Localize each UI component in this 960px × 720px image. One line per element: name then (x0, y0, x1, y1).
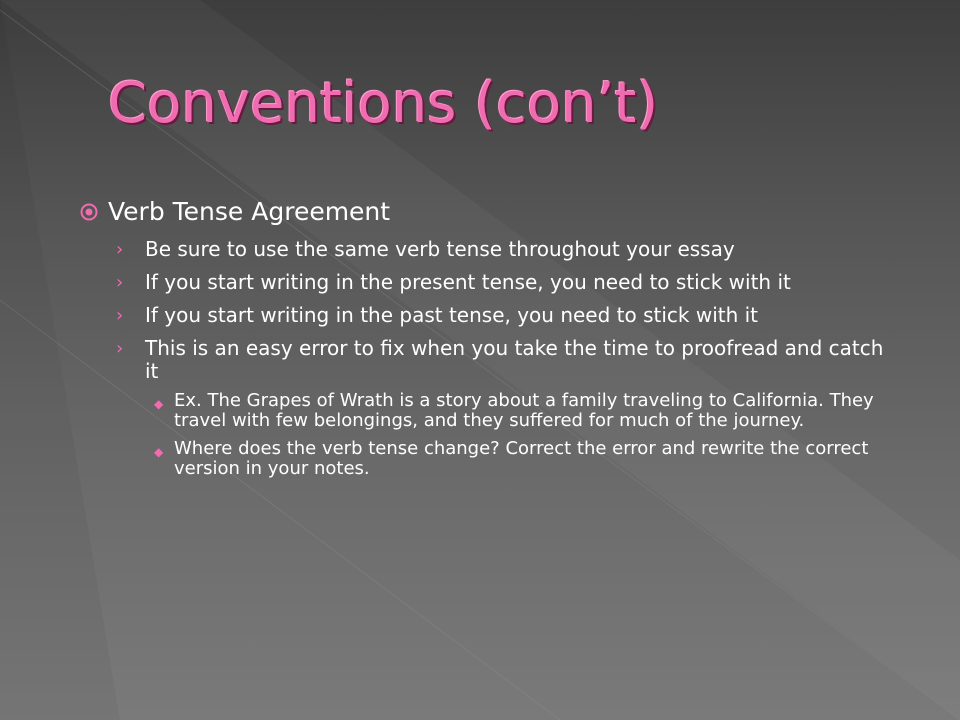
diamond-icon: ◆ (154, 397, 164, 411)
sub-sub-bullet (78, 391, 884, 431)
sub-bullet (78, 238, 885, 261)
chevron-right-icon: › (116, 338, 124, 359)
sub-bullet (78, 271, 885, 294)
diamond-icon: ◆ (154, 445, 164, 459)
example-text: Ex. The Grapes of Wrath is a story about a family traveling to California. They travel with few belongings, and they suffered for much of the journey. (174, 390, 874, 431)
main-bullet-text: Verb Tense Agreement (108, 197, 391, 226)
slide-title: Conventions (con’t) (108, 71, 659, 136)
question-text: Where does the verb tense change? Correct the error and rewrite the correct version in your notes. (174, 438, 869, 479)
chevron-right-icon: › (116, 272, 124, 293)
sub-bullet-text: If you start writing in the past tense, you need to stick with it (145, 303, 759, 327)
slide-content (78, 196, 898, 479)
sub-bullet (78, 304, 885, 327)
chevron-right-icon: › (116, 239, 124, 260)
sub-bullet-text: If you start writing in the present tense, you need to stick with it (145, 270, 791, 294)
sub-bullet-text: This is an easy error to fix when you take the time to proofread and catch it (145, 336, 884, 383)
chevron-right-icon: › (116, 305, 124, 326)
sub-bullet (78, 337, 885, 383)
circled-dot-icon (80, 203, 98, 221)
sub-bullet-text: Be sure to use the same verb tense throughout your essay (145, 237, 735, 261)
main-bullet (78, 196, 898, 228)
sub-sub-bullet (78, 439, 884, 479)
